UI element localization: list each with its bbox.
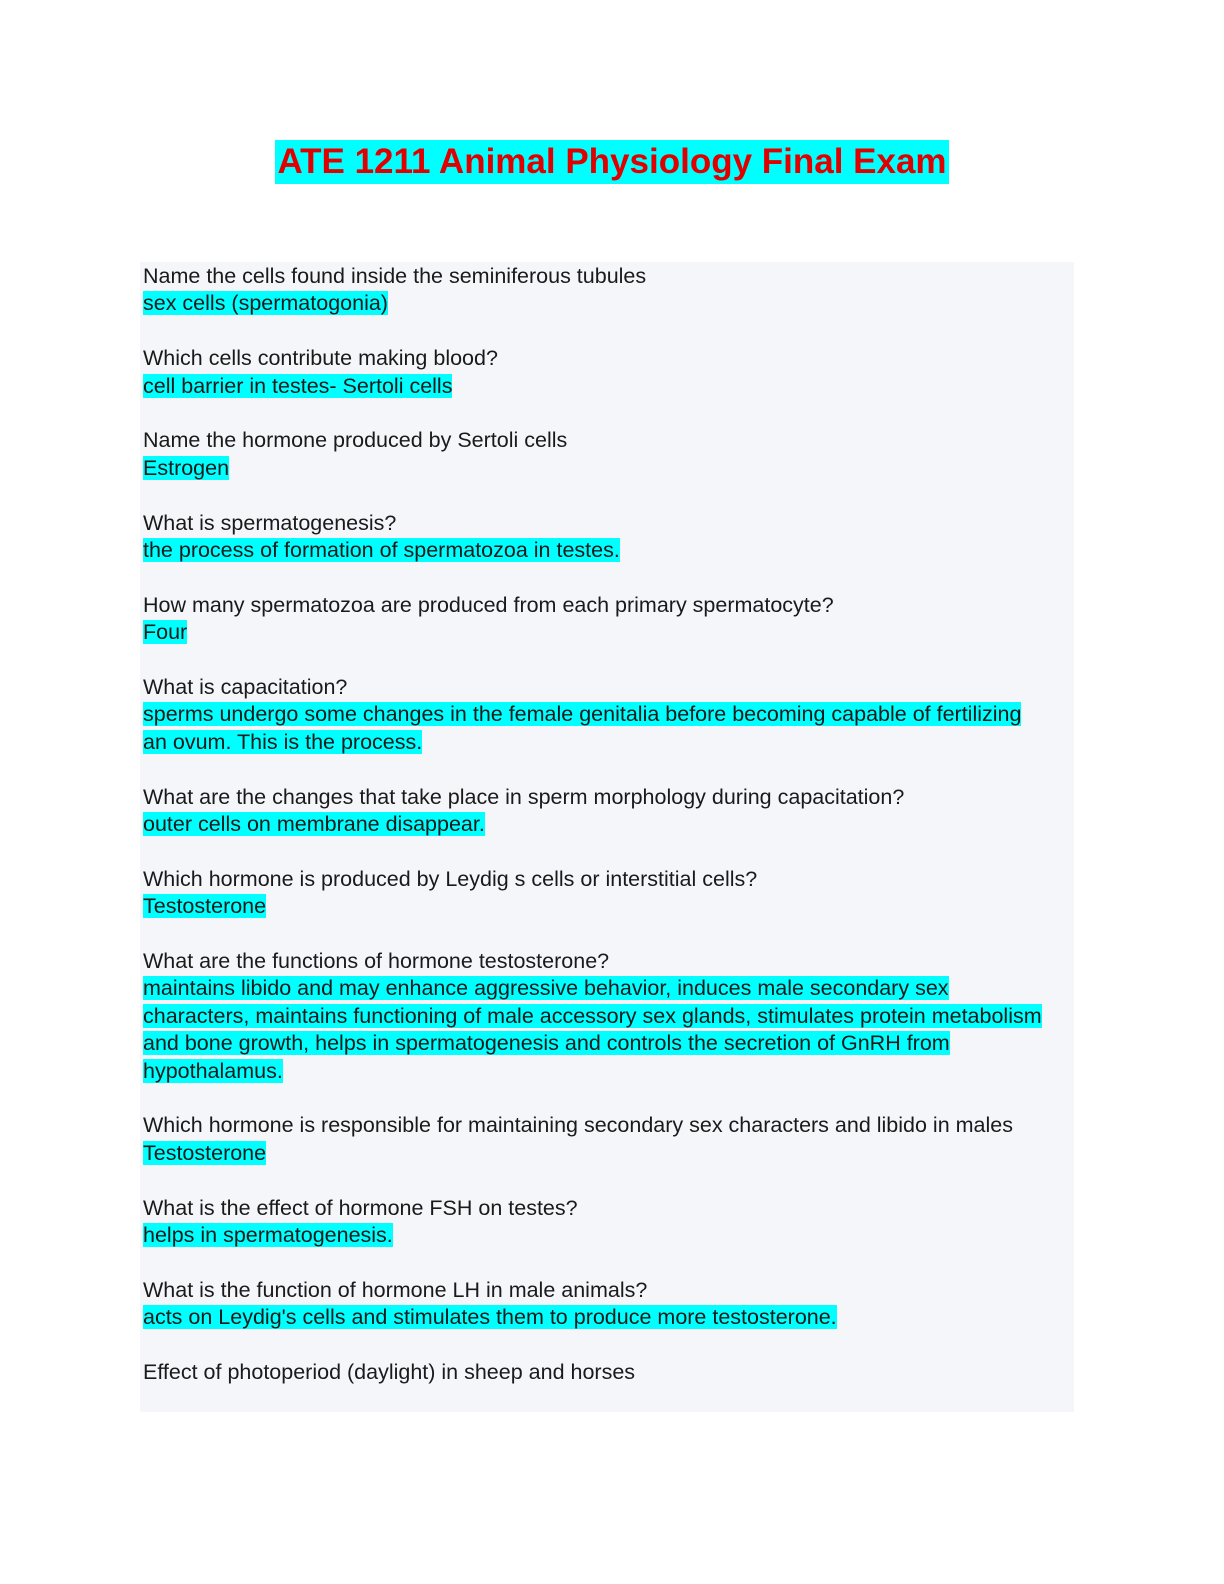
qa-item bbox=[143, 345, 1043, 400]
question-text: What are the functions of hormone testosterone? bbox=[143, 949, 610, 974]
qa-item bbox=[143, 1277, 1043, 1332]
question-text: What is the effect of hormone FSH on testes? bbox=[143, 1195, 578, 1220]
qa-item bbox=[143, 674, 1043, 756]
answer-text: outer cells on membrane disappear. bbox=[143, 812, 485, 837]
question-text: Which hormone is responsible for maintaining secondary sex characters and libido in males bbox=[143, 1113, 1013, 1138]
qa-item bbox=[143, 592, 1043, 647]
qa-list bbox=[143, 263, 1043, 1414]
page-title: ATE 1211 Animal Physiology Final Exam bbox=[275, 140, 948, 184]
answer-text: Testosterone bbox=[143, 1140, 267, 1165]
question-text: What is spermatogenesis? bbox=[143, 510, 397, 535]
answer-text: maintains libido and may enhance aggressive behavior, induces male secondary sex characters, maintains functioning of male accessory sex glands, stimulates protein metabolism and bone growth, helps in spermatogenesis and controls the secretion of GnRH from hypothalamus. bbox=[143, 976, 1042, 1083]
answer-text: sperms undergo some changes in the female genitalia before becoming capable of fertilizing an ovum. This is the process. bbox=[143, 702, 1022, 754]
question-text: Effect of photoperiod (daylight) in sheep and horses bbox=[143, 1360, 636, 1385]
question-text: How many spermatozoa are produced from each primary spermatocyte? bbox=[143, 592, 834, 617]
qa-item bbox=[143, 1112, 1043, 1167]
question-text: Name the cells found inside the seminiferous tubules bbox=[143, 264, 647, 288]
qa-item bbox=[143, 1359, 1043, 1386]
qa-item bbox=[143, 427, 1043, 482]
question-text: What is the function of hormone LH in male animals? bbox=[143, 1277, 648, 1302]
answer-text: cell barrier in testes- Sertoli cells bbox=[143, 373, 453, 398]
qa-item bbox=[143, 866, 1043, 921]
answer-text: Estrogen bbox=[143, 455, 230, 480]
question-text: Which cells contribute making blood? bbox=[143, 346, 498, 371]
answer-text: acts on Leydig's cells and stimulates them to produce more testosterone. bbox=[143, 1305, 837, 1330]
question-text: Which hormone is produced by Leydig s cells or interstitial cells? bbox=[143, 866, 758, 891]
qa-item bbox=[143, 263, 1043, 318]
qa-item bbox=[143, 510, 1043, 565]
answer-text: sex cells (spermatogonia) bbox=[143, 291, 388, 316]
answer-text: helps in spermatogenesis. bbox=[143, 1223, 393, 1248]
question-text: Name the hormone produced by Sertoli cells bbox=[143, 428, 568, 453]
page-title-container bbox=[0, 140, 1224, 184]
answer-text: Testosterone bbox=[143, 894, 267, 919]
qa-item bbox=[143, 1195, 1043, 1250]
qa-item bbox=[143, 784, 1043, 839]
qa-item bbox=[143, 948, 1043, 1085]
question-text: What is capacitation? bbox=[143, 675, 348, 700]
answer-text: Four bbox=[143, 620, 188, 645]
answer-text: the process of formation of spermatozoa in testes. bbox=[143, 538, 620, 563]
question-text: What are the changes that take place in sperm morphology during capacitation? bbox=[143, 784, 905, 809]
